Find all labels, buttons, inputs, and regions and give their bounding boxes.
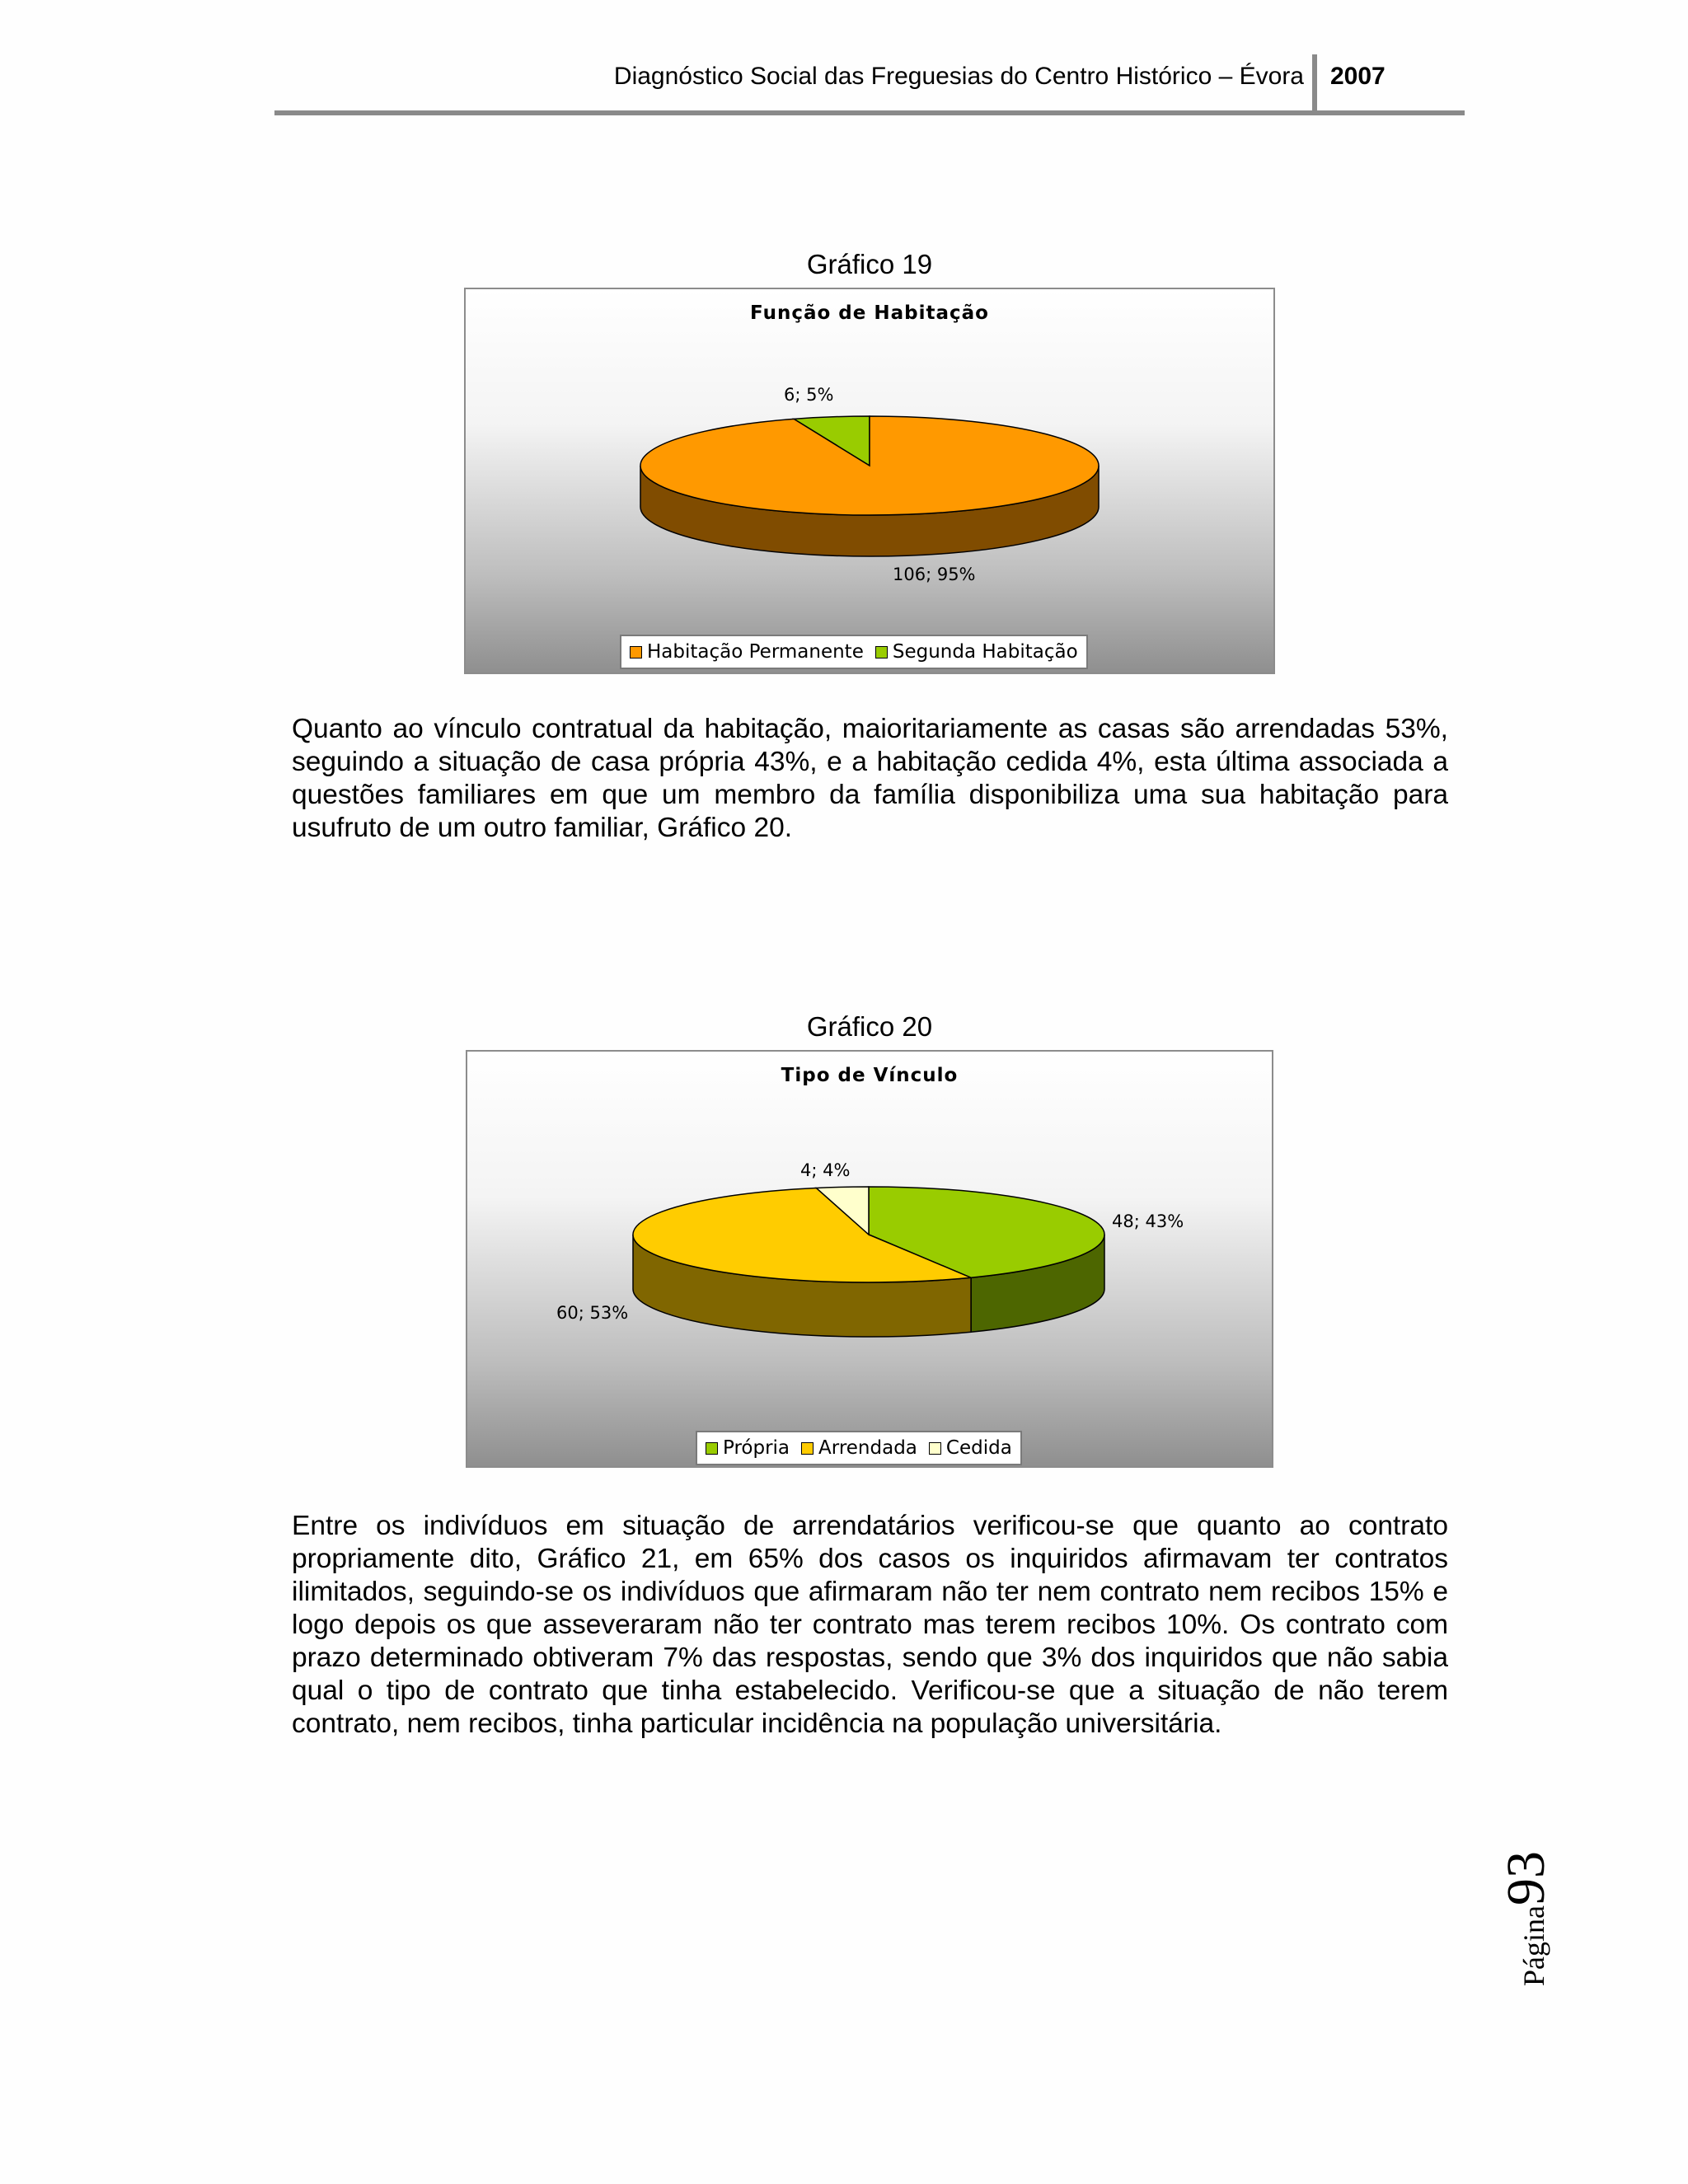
- legend-label: Habitação Permanente: [647, 641, 864, 663]
- legend-item-segunda-habitacao: [875, 641, 1078, 663]
- header-rule: [274, 110, 1465, 115]
- body-paragraph-1: Quanto ao vínculo contratual da habitação, maioritariamente as casas são arrendadas 53%, seguindo a situação de casa própria 43%, e a habitação cedida 4%, esta última associada a questões familiares em que um membro da família disponibiliza uma sua habitação para usufruto de um outro familiar, Gráfico 20.: [292, 714, 1448, 843]
- chart20-label-propria: 48; 43%: [1112, 1212, 1184, 1231]
- body-paragraph-2: Entre os indivíduos em situação de arrendatários verificou-se que quanto ao contrato propriamente dito, Gráfico 21, em 65% dos casos os inquiridos afirmavam ter contratos ilimitados, seguindo-se os indivíduos que afirmaram não ter nem contrato nem recibos 15% e logo depois os que asseveraram não ter contrato mas terem recibos 10%. Os contrato com prazo determinado obtiveram 7% das respostas, sendo que 3% dos inquiridos que não sabia qual o tipo de contrato que tinha estabelecido. Verificou-se que a situação de não terem contrato, nem recibos, tinha particular incidência na população universitária.: [292, 1511, 1448, 1739]
- page-number-value: 93: [1496, 1851, 1556, 1906]
- legend-label: Própria: [723, 1437, 790, 1459]
- chart19-plot: [466, 289, 1273, 673]
- legend-swatch-green: [875, 646, 888, 658]
- legend-swatch-green: [706, 1442, 718, 1455]
- legend-label: Cedida: [945, 1437, 1012, 1459]
- chart19-caption: Gráfico 19: [806, 249, 933, 279]
- chart20-title: Tipo de Vínculo: [781, 1065, 959, 1086]
- running-header-title: Diagnóstico Social das Freguesias do Centro Histórico – Évora: [613, 63, 1304, 90]
- legend-swatch-yellow: [801, 1442, 814, 1455]
- chart19-title: Função de Habitação: [750, 302, 989, 324]
- chart20-legend: [696, 1431, 1022, 1465]
- page-number-word: Página: [1517, 1905, 1550, 1986]
- running-header-year: 2007: [1330, 63, 1386, 90]
- legend-item-habitacao-permanente: [630, 641, 864, 663]
- legend-item-cedida: [929, 1437, 1012, 1459]
- chart19-slice-0: [640, 416, 1099, 515]
- chart20-label-arrendada: 60; 53%: [556, 1303, 629, 1323]
- legend-item-propria: [706, 1437, 790, 1459]
- chart20-caption: Gráfico 20: [806, 1011, 933, 1042]
- legend-label: Segunda Habitação: [892, 641, 1078, 663]
- chart20-frame: [466, 1050, 1273, 1468]
- chart19-legend: [620, 635, 1088, 669]
- chart20-label-cedida: 4; 4%: [800, 1160, 851, 1180]
- chart19-frame: [464, 288, 1275, 674]
- legend-item-arrendada: [801, 1437, 917, 1459]
- chart20-plot: [467, 1052, 1272, 1466]
- page-number: [1496, 1844, 1556, 1993]
- chart19-label-permanente: 106; 95%: [893, 565, 976, 584]
- chart19-label-segunda: 6; 5%: [784, 385, 834, 405]
- legend-label: Arrendada: [818, 1437, 917, 1459]
- legend-swatch-cream: [929, 1442, 941, 1455]
- header-separator: [1312, 54, 1317, 115]
- legend-swatch-orange: [630, 646, 642, 658]
